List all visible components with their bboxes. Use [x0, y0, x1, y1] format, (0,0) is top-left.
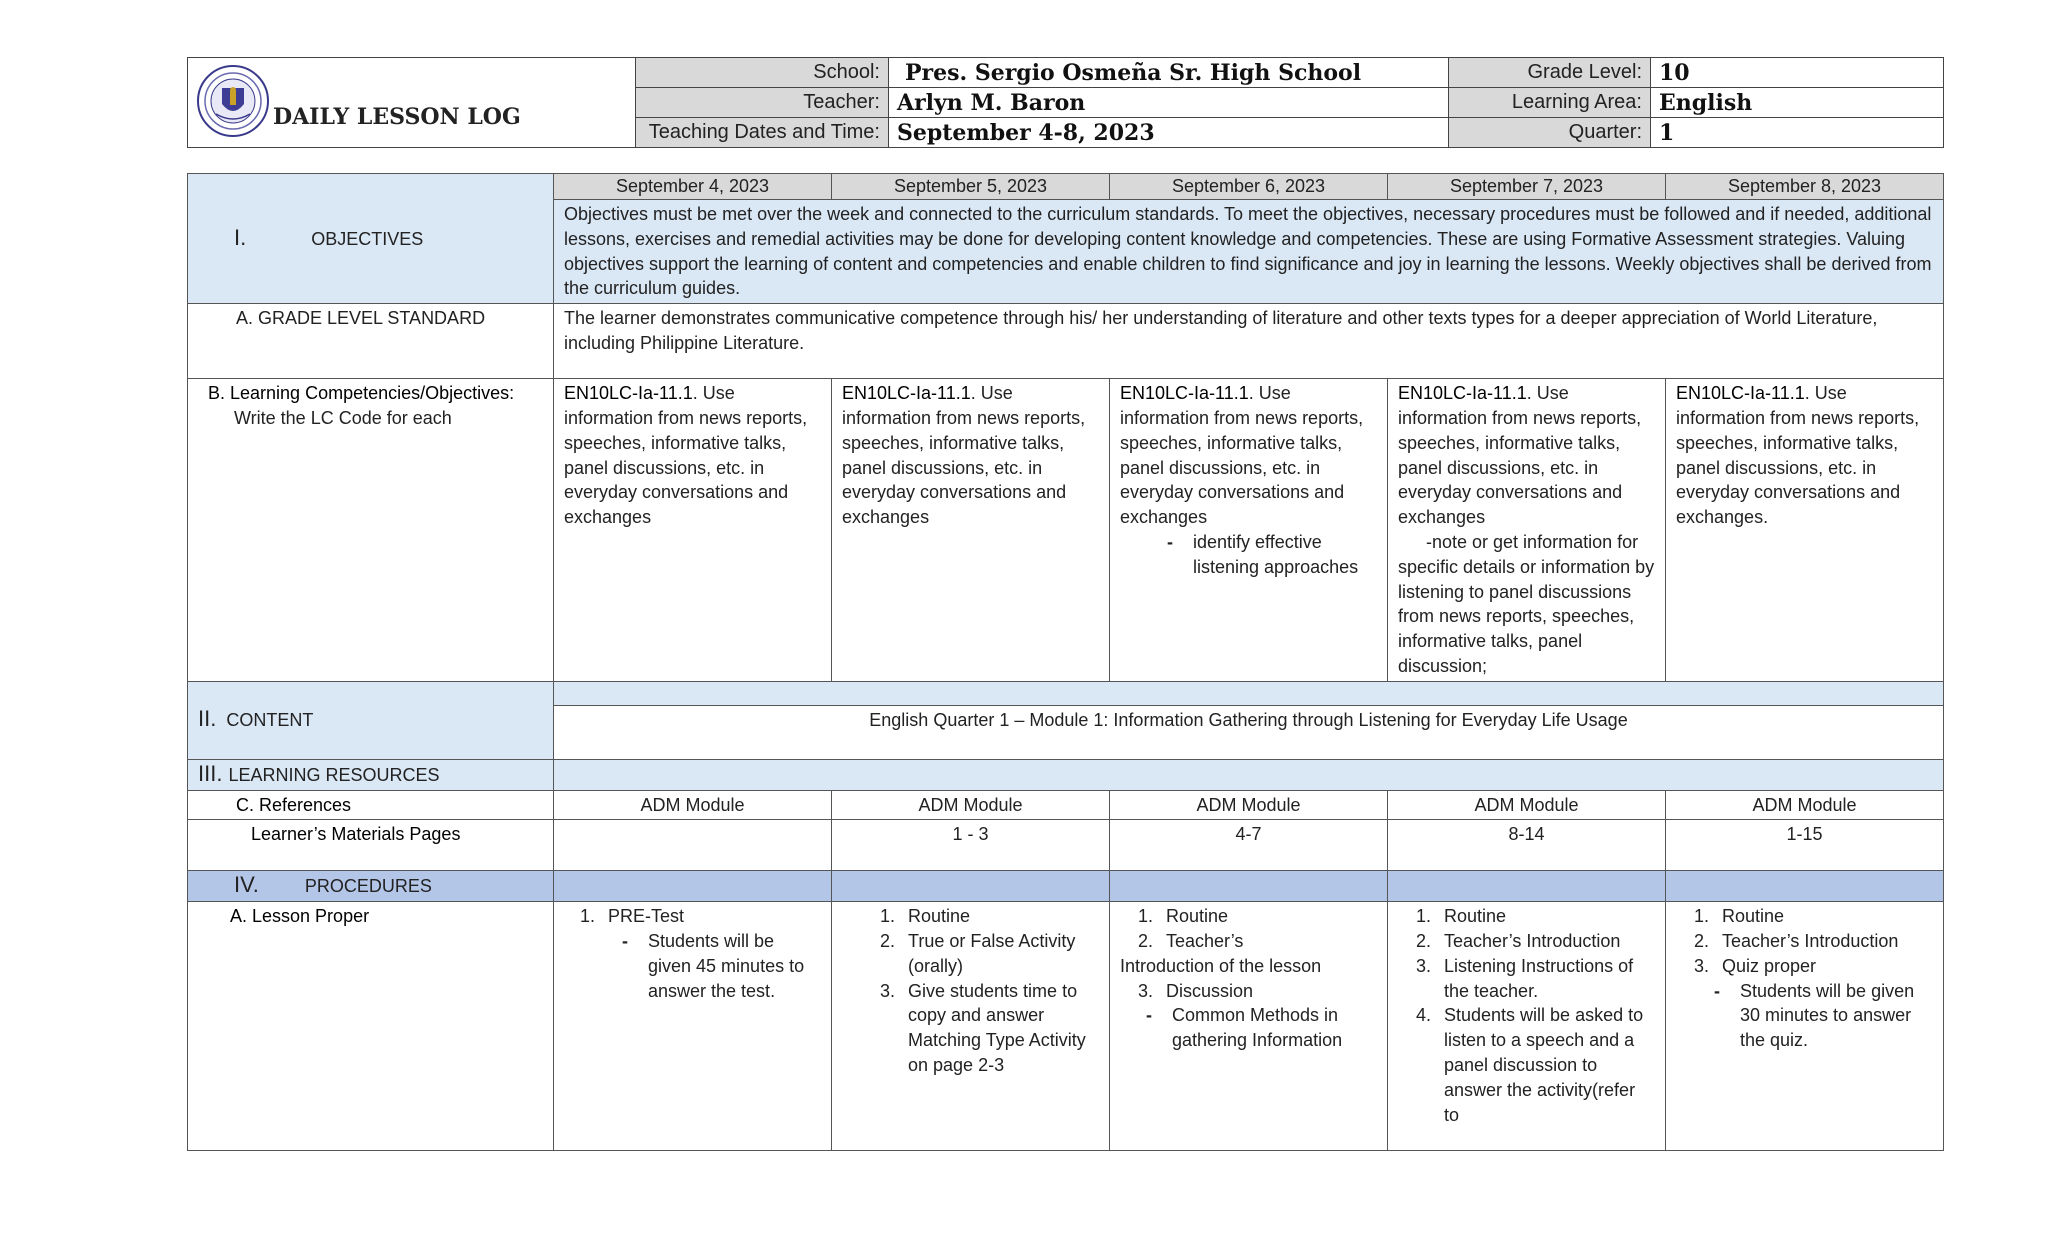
procedures-label: PROCEDURES	[304, 876, 432, 897]
procedures-num: IV.	[234, 872, 259, 898]
grade-value: 10	[1651, 58, 1944, 88]
list-item: 2. True or False Activity (orally)	[900, 929, 1099, 979]
objectives-label: OBJECTIVES	[311, 228, 424, 249]
lm-pages-cell: 4-7	[1110, 820, 1388, 871]
procedures-spacer	[832, 871, 1110, 902]
resources-label: LEARNING RESOURCES	[228, 764, 440, 785]
school-value: Pres. Sergio Osmeña Sr. High School	[889, 58, 1449, 88]
day-header: September 4, 2023	[554, 174, 832, 200]
objectives-text: Objectives must be met over the week and connected to the curriculum standards. To meet the objectives, necessary procedures must be followed and if needed, additional lessons, exercises and remedial activities may be done for developing content knowledge and competencies. These are using Formative Assessment strategies. Valuing objectives support the learning of content and competencies and enable children to find significance and joy in learning the lessons. Weekly objectives shall be derived from the curriculum guides.	[554, 200, 1944, 304]
lc-extra: - identify effective listening approaches	[1193, 530, 1377, 580]
lc-text: . Use information from news reports, speeches, informative talks, panel discussions, etc. in everyday conversations and exchanges	[1120, 383, 1364, 528]
lesson-day4	[1388, 902, 1666, 1151]
day-header: September 7, 2023	[1388, 174, 1666, 200]
lm-pages-cell	[554, 820, 832, 871]
content-text: English Quarter 1 – Module 1: Information Gathering through Listening for Everyday Life Usage	[554, 705, 1944, 759]
content-label: CONTENT	[226, 710, 314, 731]
dates-label: Teaching Dates and Time:	[636, 118, 889, 148]
lm-pages-label: Learner’s Materials Pages	[188, 820, 554, 871]
page-title: DAILY LESSON LOG	[273, 104, 521, 130]
list-item: 3. Listening Instructions of the teacher.	[1436, 954, 1655, 1004]
content-heading	[188, 681, 554, 759]
reference-cell: ADM Module	[1666, 790, 1944, 820]
day-header: September 6, 2023	[1110, 174, 1388, 200]
list-item: 4. Students will be asked to listen to a speech and a panel discussion to answer the activity(refer to	[1436, 1003, 1655, 1127]
procedures-spacer	[1110, 871, 1388, 902]
reference-cell: ADM Module	[554, 790, 832, 820]
competency-day3	[1110, 379, 1388, 682]
lesson-day2	[832, 902, 1110, 1151]
teacher-value: Arlyn M. Baron	[889, 88, 1449, 118]
lesson-day1	[554, 902, 832, 1151]
lc-code: EN10LC-Ia-11.1	[1676, 383, 1805, 404]
procedures-heading	[188, 871, 554, 902]
list-item: 2. Teacher’s Introduction	[1714, 929, 1933, 954]
quarter-value: 1	[1651, 118, 1944, 148]
quarter-label: Quarter:	[1449, 118, 1651, 148]
objectives-num: I.	[234, 224, 247, 250]
objectives-heading	[188, 174, 554, 304]
procedures-spacer	[1666, 871, 1944, 902]
deped-seal-icon	[196, 64, 270, 138]
list-item-continued: Introduction of the lesson	[1120, 955, 1322, 976]
content-num: II.	[198, 706, 217, 732]
standard-text: The learner demonstrates communicative competence through his/ her understanding of literature and other texts types for a deeper appreciation of World Literature, including Philippine Literature.	[554, 304, 1944, 379]
lc-text: . Use information from news reports, speeches, informative talks, panel discussions, etc. in everyday conversations and exchanges	[842, 383, 1086, 528]
list-item: 1. Routine	[1436, 904, 1655, 929]
lc-text: . Use information from news reports, speeches, informative talks, panel discussions, etc. in everyday conversations and exchanges.	[1676, 383, 1920, 528]
reference-cell: ADM Module	[832, 790, 1110, 820]
lm-pages-cell: 8-14	[1388, 820, 1666, 871]
competencies-label: B. Learning Competencies/Objectives:	[208, 383, 515, 404]
resources-num: III.	[198, 760, 223, 786]
school-label: School:	[636, 58, 889, 88]
standard-label: A. GRADE LEVEL STANDARD	[188, 304, 554, 379]
area-value: English	[1651, 88, 1944, 118]
reference-cell: ADM Module	[1388, 790, 1666, 820]
competencies-label-cell	[188, 379, 554, 682]
lesson-day3	[1110, 902, 1388, 1151]
competency-day1	[554, 379, 832, 682]
list-item: 3. Give students time to copy and answer Matching Type Activity on page 2-3	[900, 979, 1099, 1078]
resources-heading	[188, 759, 554, 790]
competency-day5	[1666, 379, 1944, 682]
lc-text: . Use information from news reports, speeches, informative talks, panel discussions, etc. in everyday conversations and exchanges	[1398, 383, 1642, 528]
list-item: 2. Teacher’s Introduction	[1436, 929, 1655, 954]
list-item: 3. Quiz proper	[1714, 954, 1933, 979]
reference-cell: ADM Module	[1110, 790, 1388, 820]
list-item: 3. Discussion	[1158, 979, 1377, 1004]
dates-value: September 4-8, 2023	[889, 118, 1449, 148]
resources-spacer	[554, 759, 1944, 790]
competency-day2	[832, 379, 1110, 682]
list-item: 1. Routine	[1158, 904, 1377, 929]
procedures-spacer	[554, 871, 832, 902]
lc-text: . Use information from news reports, speeches, informative talks, panel discussions, etc. in everyday conversations and exchanges	[564, 383, 808, 528]
area-label: Learning Area:	[1449, 88, 1651, 118]
teacher-label: Teacher:	[636, 88, 889, 118]
list-item: - Students will be given 30 minutes to answer the quiz.	[1740, 979, 1933, 1053]
lm-pages-cell: 1 - 3	[832, 820, 1110, 871]
day-header: September 8, 2023	[1666, 174, 1944, 200]
references-label: C. References	[188, 790, 554, 820]
competency-day4	[1388, 379, 1666, 682]
list-item: 1. Routine	[900, 904, 1099, 929]
list-item: 1. Routine	[1714, 904, 1933, 929]
day-header: September 5, 2023	[832, 174, 1110, 200]
procedures-spacer	[1388, 871, 1666, 902]
content-spacer	[554, 681, 1944, 705]
lc-code: EN10LC-Ia-11.1	[564, 383, 693, 404]
lc-extra: -note or get information for specific details or information by listening to panel discussions from news reports, speeches, informative talks, panel discussion;	[1398, 531, 1655, 676]
header-table	[187, 57, 1944, 148]
list-item: - Students will be given 45 minutes to answer the test.	[648, 929, 821, 1003]
list-item: - Common Methods in gathering Information	[1172, 1003, 1377, 1053]
lc-code: EN10LC-Ia-11.1	[1398, 383, 1527, 404]
grade-label: Grade Level:	[1449, 58, 1651, 88]
lesson-proper-label: A. Lesson Proper	[188, 902, 554, 1151]
list-item: 1. PRE-Test	[600, 904, 821, 929]
lm-pages-cell: 1-15	[1666, 820, 1944, 871]
lc-code: EN10LC-Ia-11.1	[842, 383, 971, 404]
logo-title-cell	[188, 58, 636, 148]
list-item: 2. Teacher’s	[1158, 929, 1377, 954]
lc-code: EN10LC-Ia-11.1	[1120, 383, 1249, 404]
lesson-day5	[1666, 902, 1944, 1151]
lesson-log-table	[187, 173, 1944, 1151]
competencies-sublabel: Write the LC Code for each	[234, 407, 452, 428]
